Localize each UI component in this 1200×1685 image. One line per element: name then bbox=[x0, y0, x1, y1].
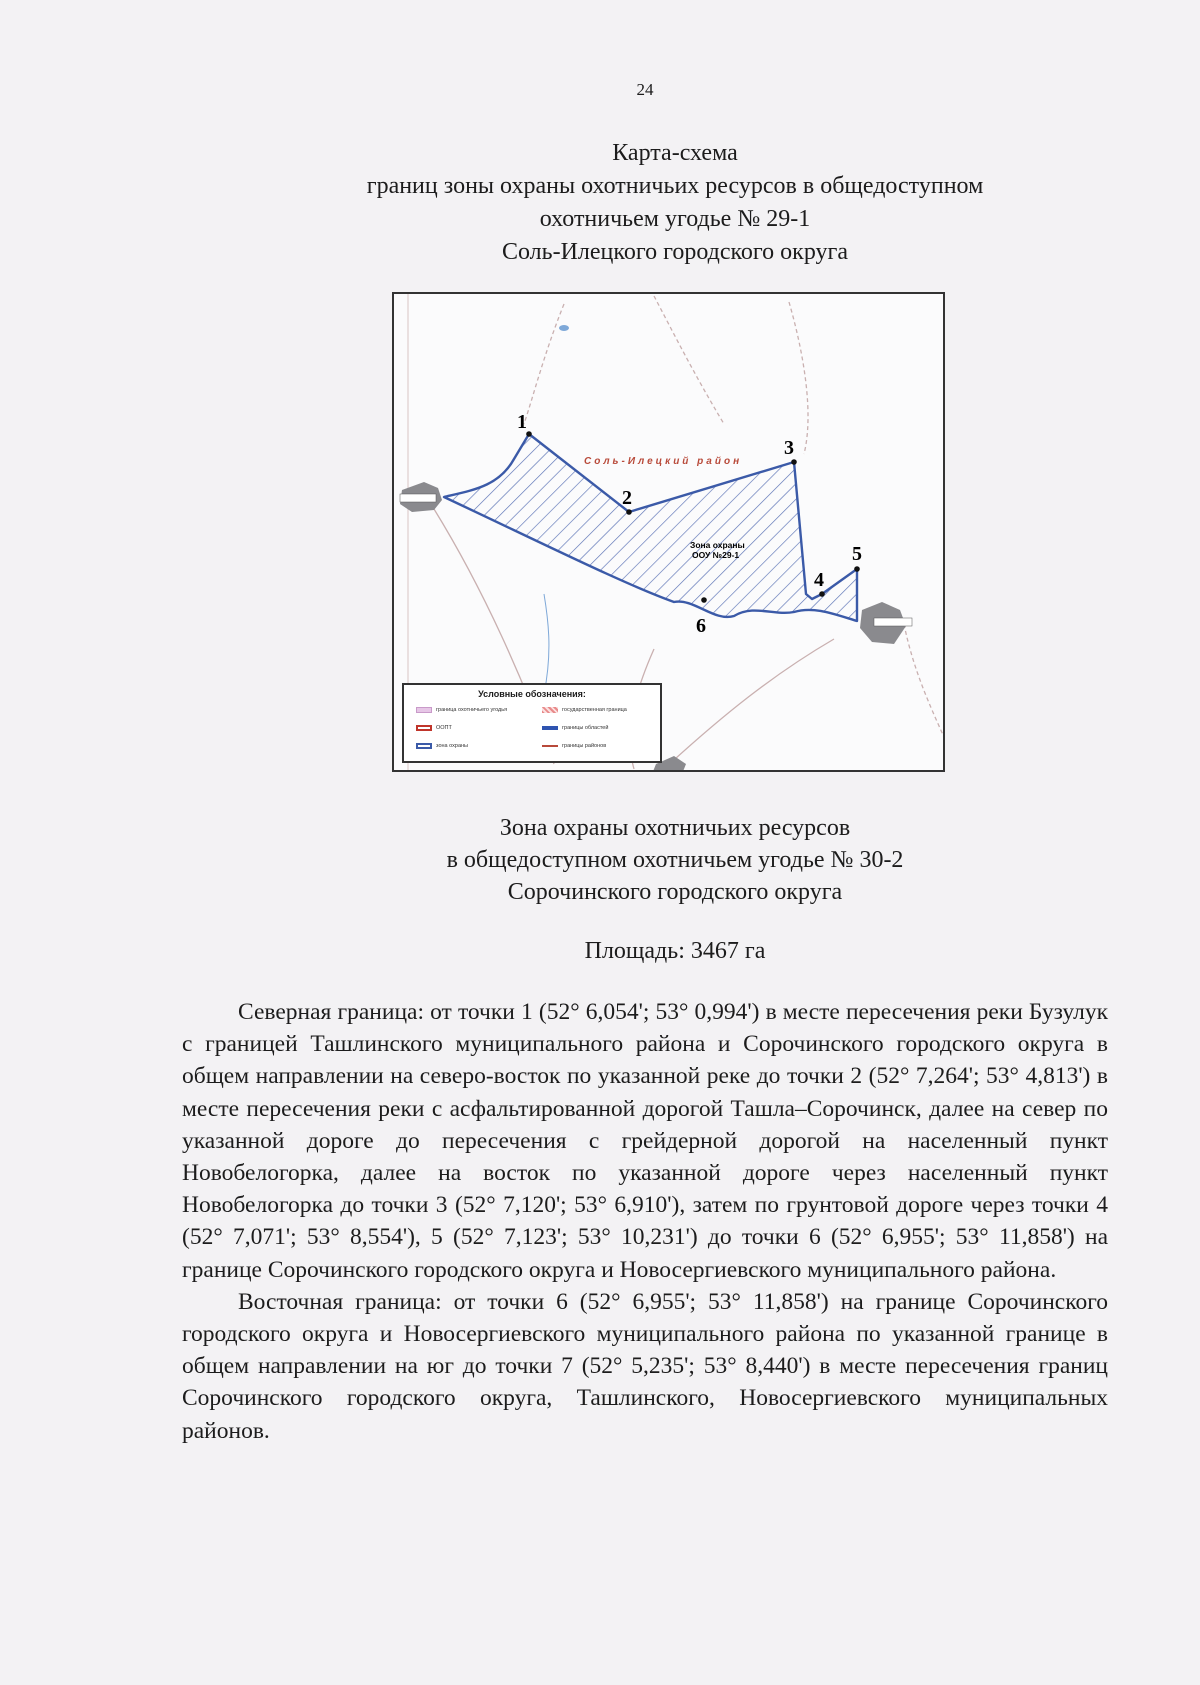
map-legend bbox=[402, 683, 662, 763]
legend-item-regional-border bbox=[542, 725, 608, 731]
point-label-2: 2 bbox=[622, 487, 632, 509]
body-text bbox=[182, 996, 1108, 1447]
point-marker-1 bbox=[526, 431, 532, 437]
legend-label: граница охотничьего угодья bbox=[436, 707, 508, 713]
title-line-2: границ зоны охраны охотничьих ресурсов в общедоступном bbox=[366, 173, 984, 199]
area-value: Площадь: 3467 га bbox=[584, 938, 766, 964]
point-marker-6 bbox=[701, 597, 707, 603]
legend-label: границы областей bbox=[562, 725, 609, 731]
point-marker-5 bbox=[854, 566, 860, 572]
legend-label: государственная граница bbox=[562, 707, 627, 713]
stream bbox=[544, 594, 549, 694]
legend-item-state-border bbox=[542, 707, 627, 713]
zone-label-1: Зона охраны bbox=[690, 540, 745, 550]
lake bbox=[559, 325, 569, 331]
title-line-1: Карта-схема bbox=[612, 140, 738, 166]
point-marker-2 bbox=[626, 509, 632, 515]
title-line-3: охотничьем угодье № 29-1 bbox=[539, 206, 811, 232]
paragraph-north-border: Северная граница: от точки 1 (52° 6,054'; 53° 0,994') в месте пересечения реки Бузулук с границей Ташлинского муниципального района и Сорочинского городского округа в общем направлении на северо-восток по указанной реке до точки 2 (52° 7,264'; 53° 4,813') в месте пересечения реки с асфальтированной дорогой Ташла–Сорочинск, далее на север по указанной дороге до пересечения с грейдерной дорогой на населенный пункт Новобелогорка, далее на восток по указанной дороге через населенный пункт Новобелогорка до точки 3 (52° 7,120'; 53° 6,910'), затем по грунтовой дороге через точки 4 (52° 7,071'; 53° 8,554'), 5 (52° 7,123'; 53° 10,231') до точки 6 (52° 6,955'; 53° 11,858') на границе Сорочинского городского округа и Новосергиевского муниципального района. bbox=[182, 999, 1108, 1283]
map-title bbox=[300, 137, 1050, 269]
swatch-district-border bbox=[542, 745, 558, 747]
road-northeast bbox=[789, 302, 808, 454]
road-north-1 bbox=[524, 304, 564, 424]
paragraph-east-border: Восточная граница: от точки 6 (52° 6,955'; 53° 11,858') на границе Сорочинского городского округа и Новосергиевского муниципального района по указанной границе в общем направлении на юг до точки 7 (52° 5,235'; 53° 8,440') в месте пересечения границ Сорочинского городского округа, Ташлинского, Новосергиевского муниципальных районов. bbox=[182, 1288, 1108, 1444]
district-label: Соль-Илецкий район bbox=[584, 456, 743, 467]
swatch-oopt bbox=[416, 725, 432, 731]
settlement-east-label bbox=[874, 618, 912, 626]
swatch-state-border bbox=[542, 707, 558, 713]
point-label-6: 6 bbox=[696, 615, 706, 637]
section-line-3: Сорочинского городского округа bbox=[507, 879, 843, 905]
legend-item-oopt bbox=[416, 725, 452, 731]
swatch-regional-border bbox=[542, 726, 558, 730]
point-label-1: 1 bbox=[517, 411, 527, 433]
legend-item-hunting-ground bbox=[416, 707, 507, 713]
point-label-3: 3 bbox=[784, 437, 794, 459]
road-south-2 bbox=[664, 639, 834, 769]
road-east bbox=[904, 624, 945, 744]
point-marker-3 bbox=[791, 459, 797, 465]
legend-label: границы районов bbox=[562, 743, 607, 749]
legend-title: Условные обозначения: bbox=[478, 689, 586, 699]
settlement-west-label bbox=[400, 494, 436, 502]
page-number: 24 bbox=[636, 80, 654, 99]
swatch-hunting-ground bbox=[416, 707, 432, 713]
swatch-protection-zone bbox=[416, 743, 432, 749]
legend-label: ООПТ bbox=[436, 725, 452, 731]
section-line-1: Зона охраны охотничьих ресурсов bbox=[499, 815, 851, 841]
section-heading bbox=[300, 812, 1050, 908]
map-figure bbox=[392, 292, 945, 772]
zone-label-2: ООУ №29-1 bbox=[692, 550, 740, 560]
road-north-2 bbox=[654, 296, 724, 424]
title-line-4: Соль-Илецкого городского округа bbox=[501, 239, 849, 265]
legend-label: зона охраны bbox=[436, 743, 468, 749]
point-label-4: 4 bbox=[814, 569, 824, 591]
point-marker-4 bbox=[819, 591, 825, 597]
point-label-5: 5 bbox=[852, 543, 862, 565]
legend-item-protection-zone bbox=[416, 743, 468, 749]
section-line-2: в общедоступном охотничьем угодье № 30-2 bbox=[446, 847, 904, 873]
legend-item-district-border bbox=[542, 743, 606, 749]
